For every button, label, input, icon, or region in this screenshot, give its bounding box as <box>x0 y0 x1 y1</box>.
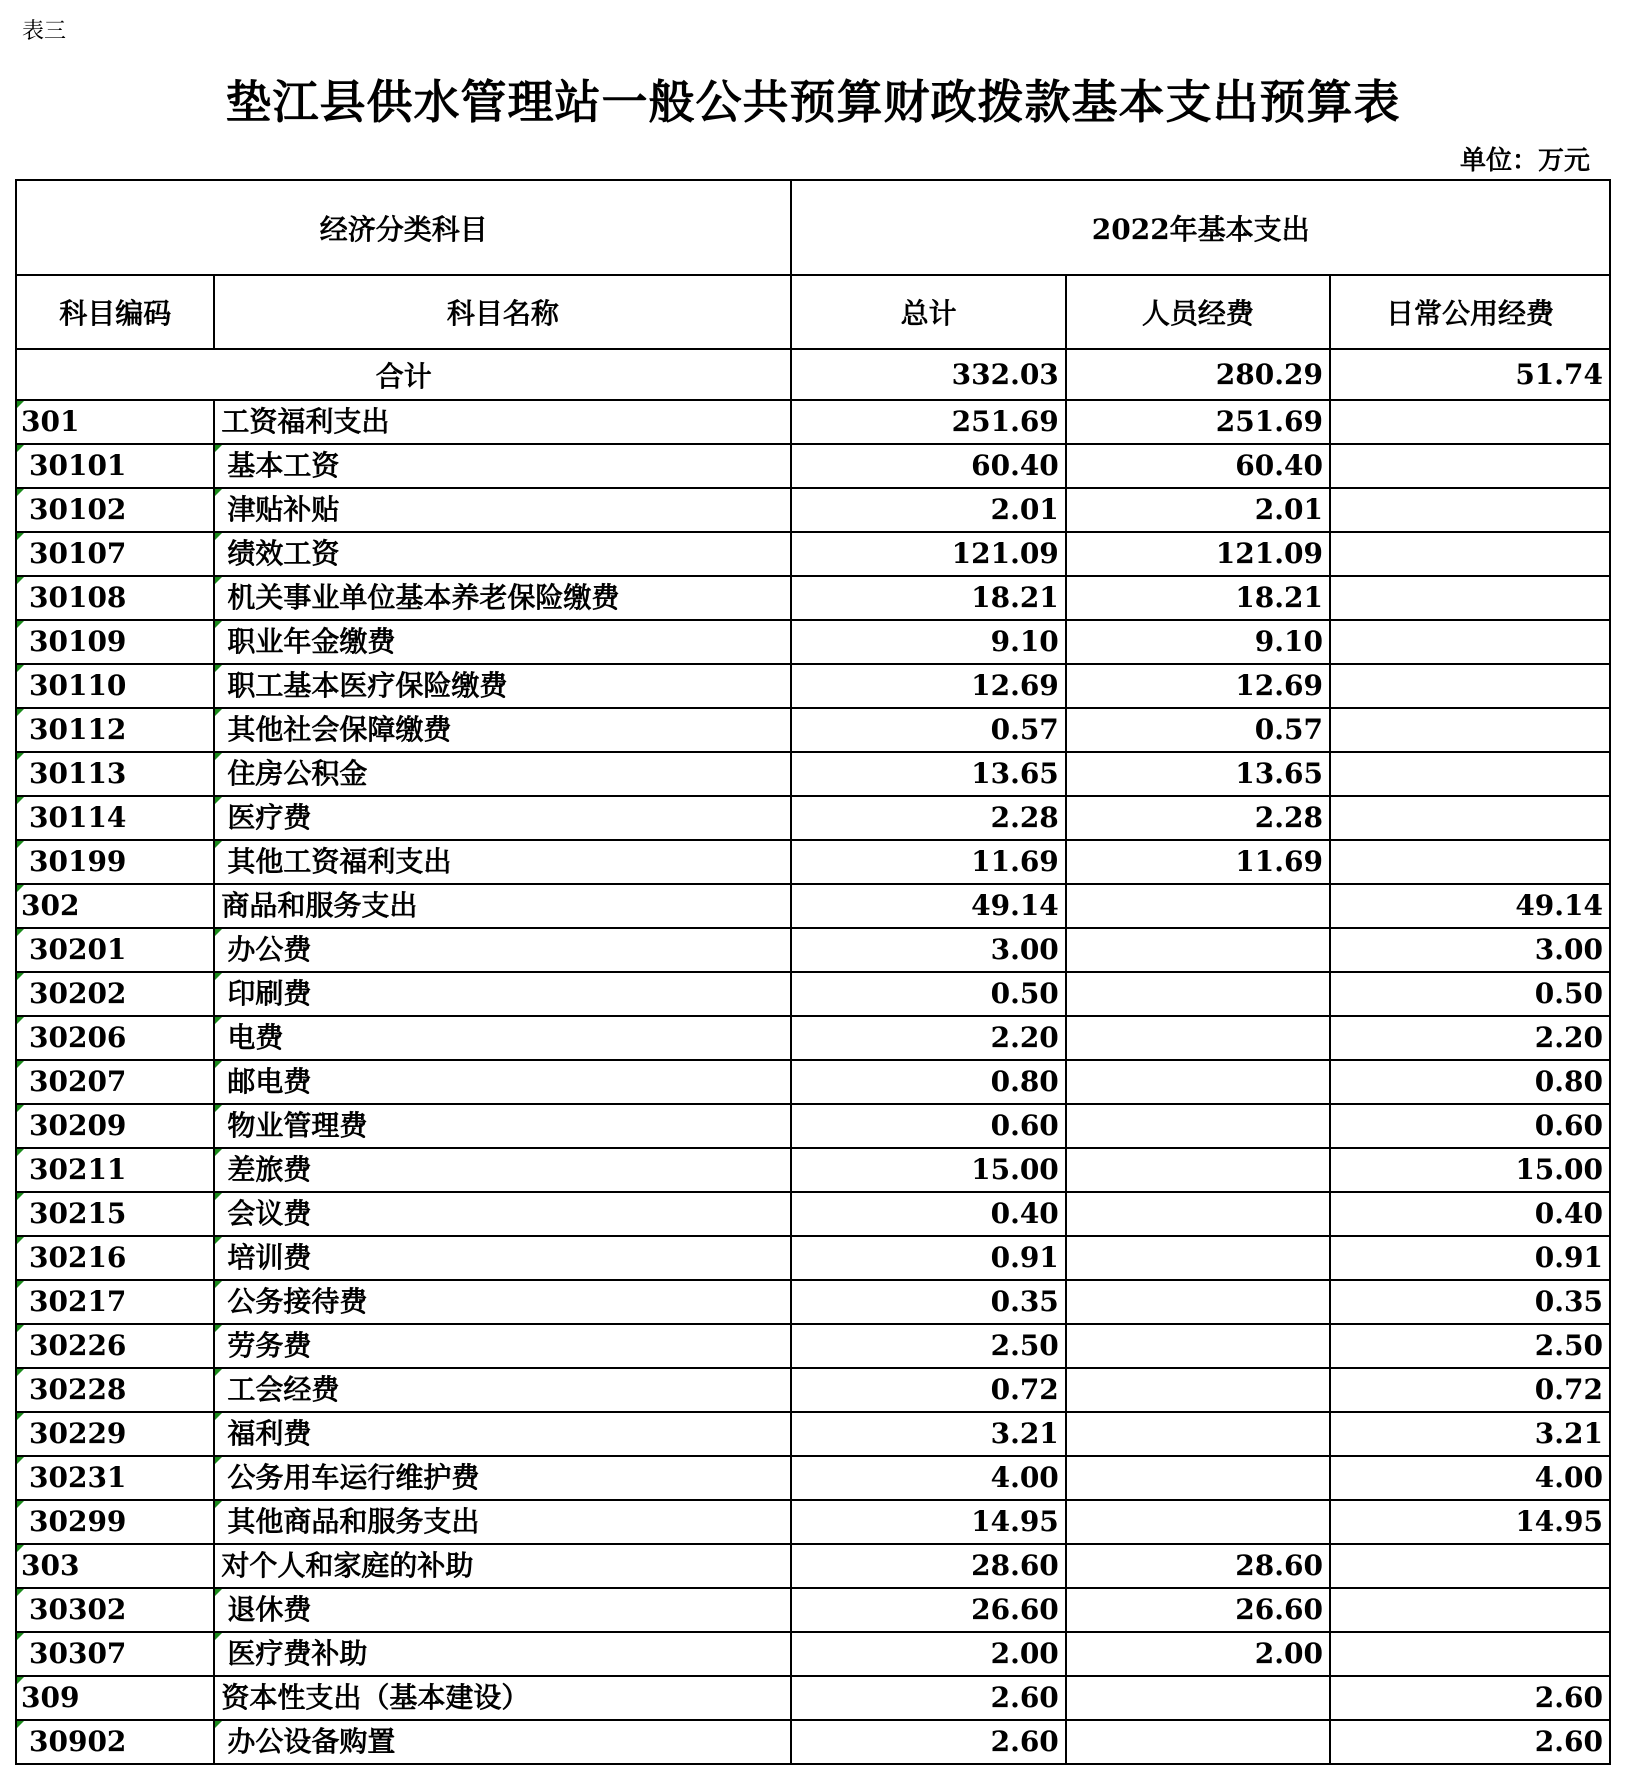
row-total: 2.20 <box>791 1016 1065 1060</box>
row-public: 3.00 <box>1330 928 1610 972</box>
row-total: 12.69 <box>791 664 1065 708</box>
row-personnel <box>1066 1676 1330 1720</box>
table-row <box>16 752 1610 796</box>
row-personnel <box>1066 972 1330 1016</box>
header-basic-expenditure-2022: 2022年基本支出 <box>791 180 1610 275</box>
row-total: 251.69 <box>791 400 1065 444</box>
row-code: 30216 <box>16 1236 214 1280</box>
row-name: 退休费 <box>214 1588 791 1632</box>
row-public: 0.60 <box>1330 1104 1610 1148</box>
row-personnel <box>1066 884 1330 928</box>
row-total: 26.60 <box>791 1588 1065 1632</box>
row-total: 9.10 <box>791 620 1065 664</box>
row-total: 2.60 <box>791 1720 1065 1764</box>
row-code: 30102 <box>16 488 214 532</box>
row-total: 121.09 <box>791 532 1065 576</box>
row-personnel <box>1066 1456 1330 1500</box>
row-public: 0.35 <box>1330 1280 1610 1324</box>
row-total: 2.50 <box>791 1324 1065 1368</box>
row-code: 309 <box>16 1676 214 1720</box>
row-public: 3.21 <box>1330 1412 1610 1456</box>
row-name: 基本工资 <box>214 444 791 488</box>
total-personnel: 280.29 <box>1066 349 1330 400</box>
row-name: 职业年金缴费 <box>214 620 791 664</box>
row-name: 对个人和家庭的补助 <box>214 1544 791 1588</box>
row-personnel <box>1066 1720 1330 1764</box>
table-row <box>16 972 1610 1016</box>
table-row <box>16 1192 1610 1236</box>
row-total: 0.60 <box>791 1104 1065 1148</box>
row-personnel: 121.09 <box>1066 532 1330 576</box>
row-personnel: 28.60 <box>1066 1544 1330 1588</box>
row-public <box>1330 796 1610 840</box>
row-personnel <box>1066 1060 1330 1104</box>
row-public <box>1330 488 1610 532</box>
table-row <box>16 664 1610 708</box>
row-public <box>1330 840 1610 884</box>
table-row <box>16 400 1610 444</box>
row-name: 办公设备购置 <box>214 1720 791 1764</box>
row-total: 2.28 <box>791 796 1065 840</box>
row-personnel <box>1066 928 1330 972</box>
row-code: 30215 <box>16 1192 214 1236</box>
row-public <box>1330 752 1610 796</box>
table-row <box>16 1500 1610 1544</box>
header-total: 总计 <box>791 275 1065 349</box>
table-row <box>16 576 1610 620</box>
row-name: 电费 <box>214 1016 791 1060</box>
row-name: 物业管理费 <box>214 1104 791 1148</box>
row-name: 职工基本医疗保险缴费 <box>214 664 791 708</box>
row-total: 49.14 <box>791 884 1065 928</box>
table-row <box>16 1060 1610 1104</box>
row-public: 0.80 <box>1330 1060 1610 1104</box>
row-public: 2.60 <box>1330 1676 1610 1720</box>
header-subject-name: 科目名称 <box>214 275 791 349</box>
row-personnel <box>1066 1016 1330 1060</box>
row-code: 30231 <box>16 1456 214 1500</box>
row-code: 30302 <box>16 1588 214 1632</box>
row-public <box>1330 532 1610 576</box>
row-code: 30902 <box>16 1720 214 1764</box>
table-row <box>16 884 1610 928</box>
row-public <box>1330 444 1610 488</box>
row-personnel: 251.69 <box>1066 400 1330 444</box>
row-public <box>1330 664 1610 708</box>
row-code: 30206 <box>16 1016 214 1060</box>
table-row <box>16 1412 1610 1456</box>
row-personnel: 11.69 <box>1066 840 1330 884</box>
row-code: 30207 <box>16 1060 214 1104</box>
row-public <box>1330 576 1610 620</box>
row-total: 3.00 <box>791 928 1065 972</box>
row-personnel <box>1066 1236 1330 1280</box>
row-public <box>1330 1544 1610 1588</box>
row-name: 邮电费 <box>214 1060 791 1104</box>
row-code: 30110 <box>16 664 214 708</box>
row-code: 30228 <box>16 1368 214 1412</box>
table-row <box>16 1236 1610 1280</box>
row-code: 30299 <box>16 1500 214 1544</box>
row-personnel: 2.00 <box>1066 1632 1330 1676</box>
table-number-label: 表三 <box>22 19 67 44</box>
row-code: 30199 <box>16 840 214 884</box>
total-label: 合计 <box>16 349 791 400</box>
row-public: 2.60 <box>1330 1720 1610 1764</box>
page-title: 垫江县供水管理站一般公共预算财政拨款基本支出预算表 <box>225 75 1401 129</box>
table-row <box>16 1104 1610 1148</box>
row-name: 公务接待费 <box>214 1280 791 1324</box>
row-public: 15.00 <box>1330 1148 1610 1192</box>
row-code: 30202 <box>16 972 214 1016</box>
row-name: 办公费 <box>214 928 791 972</box>
row-public: 0.50 <box>1330 972 1610 1016</box>
row-code: 30217 <box>16 1280 214 1324</box>
row-public: 2.50 <box>1330 1324 1610 1368</box>
row-name: 医疗费 <box>214 796 791 840</box>
row-personnel <box>1066 1192 1330 1236</box>
row-code: 30307 <box>16 1632 214 1676</box>
row-public: 49.14 <box>1330 884 1610 928</box>
row-total: 15.00 <box>791 1148 1065 1192</box>
row-personnel <box>1066 1280 1330 1324</box>
total-row <box>16 349 1610 400</box>
row-total: 0.80 <box>791 1060 1065 1104</box>
row-name: 福利费 <box>214 1412 791 1456</box>
row-total: 11.69 <box>791 840 1065 884</box>
row-personnel: 2.01 <box>1066 488 1330 532</box>
row-public: 14.95 <box>1330 1500 1610 1544</box>
row-total: 0.91 <box>791 1236 1065 1280</box>
table-row <box>16 1148 1610 1192</box>
row-total: 2.01 <box>791 488 1065 532</box>
row-name: 印刷费 <box>214 972 791 1016</box>
total-public: 51.74 <box>1330 349 1610 400</box>
header-public-expense: 日常公用经费 <box>1330 275 1610 349</box>
row-personnel: 18.21 <box>1066 576 1330 620</box>
row-name: 住房公积金 <box>214 752 791 796</box>
row-code: 30108 <box>16 576 214 620</box>
row-code: 30211 <box>16 1148 214 1192</box>
table-row <box>16 840 1610 884</box>
table-row <box>16 1544 1610 1588</box>
row-total: 60.40 <box>791 444 1065 488</box>
row-code: 30109 <box>16 620 214 664</box>
table-row <box>16 1280 1610 1324</box>
row-personnel: 26.60 <box>1066 1588 1330 1632</box>
row-name: 公务用车运行维护费 <box>214 1456 791 1500</box>
row-total: 13.65 <box>791 752 1065 796</box>
row-public: 4.00 <box>1330 1456 1610 1500</box>
row-name: 会议费 <box>214 1192 791 1236</box>
row-total: 3.21 <box>791 1412 1065 1456</box>
row-total: 4.00 <box>791 1456 1065 1500</box>
row-name: 津贴补贴 <box>214 488 791 532</box>
row-personnel <box>1066 1104 1330 1148</box>
row-public: 0.40 <box>1330 1192 1610 1236</box>
row-personnel <box>1066 1412 1330 1456</box>
row-public <box>1330 620 1610 664</box>
row-name: 医疗费补助 <box>214 1632 791 1676</box>
row-code: 30229 <box>16 1412 214 1456</box>
table-row <box>16 1456 1610 1500</box>
row-personnel <box>1066 1324 1330 1368</box>
row-personnel <box>1066 1500 1330 1544</box>
row-code: 30107 <box>16 532 214 576</box>
table-row <box>16 1324 1610 1368</box>
table-row <box>16 1588 1610 1632</box>
row-name: 商品和服务支出 <box>214 884 791 928</box>
row-total: 0.57 <box>791 708 1065 752</box>
row-public <box>1330 1632 1610 1676</box>
row-personnel: 2.28 <box>1066 796 1330 840</box>
table-row <box>16 928 1610 972</box>
row-name: 工资福利支出 <box>214 400 791 444</box>
row-code: 30101 <box>16 444 214 488</box>
row-personnel: 60.40 <box>1066 444 1330 488</box>
table-row <box>16 1632 1610 1676</box>
row-total: 2.60 <box>791 1676 1065 1720</box>
row-personnel: 9.10 <box>1066 620 1330 664</box>
budget-table <box>15 179 1611 1765</box>
table-row <box>16 620 1610 664</box>
row-total: 0.35 <box>791 1280 1065 1324</box>
row-name: 劳务费 <box>214 1324 791 1368</box>
row-total: 0.50 <box>791 972 1065 1016</box>
unit-label: 单位：万元 <box>1459 146 1590 176</box>
row-personnel <box>1066 1148 1330 1192</box>
table-row <box>16 1676 1610 1720</box>
total-total: 332.03 <box>791 349 1065 400</box>
row-name: 其他社会保障缴费 <box>214 708 791 752</box>
row-personnel: 13.65 <box>1066 752 1330 796</box>
row-name: 差旅费 <box>214 1148 791 1192</box>
header-personnel-expense: 人员经费 <box>1066 275 1330 349</box>
row-code: 30209 <box>16 1104 214 1148</box>
row-name: 资本性支出（基本建设） <box>214 1676 791 1720</box>
table-row <box>16 708 1610 752</box>
row-personnel: 0.57 <box>1066 708 1330 752</box>
table-row <box>16 796 1610 840</box>
row-code: 303 <box>16 1544 214 1588</box>
table-row <box>16 532 1610 576</box>
row-personnel: 12.69 <box>1066 664 1330 708</box>
row-name: 机关事业单位基本养老保险缴费 <box>214 576 791 620</box>
row-personnel <box>1066 1368 1330 1412</box>
row-total: 0.72 <box>791 1368 1065 1412</box>
row-name: 绩效工资 <box>214 532 791 576</box>
table-row <box>16 488 1610 532</box>
row-code: 30114 <box>16 796 214 840</box>
table-row <box>16 1368 1610 1412</box>
row-total: 28.60 <box>791 1544 1065 1588</box>
row-code: 30226 <box>16 1324 214 1368</box>
row-code: 30112 <box>16 708 214 752</box>
row-public <box>1330 708 1610 752</box>
row-code: 30113 <box>16 752 214 796</box>
row-public <box>1330 400 1610 444</box>
row-name: 工会经费 <box>214 1368 791 1412</box>
row-name: 培训费 <box>214 1236 791 1280</box>
table-row <box>16 1720 1610 1764</box>
row-public: 0.91 <box>1330 1236 1610 1280</box>
table-row <box>16 1016 1610 1060</box>
row-name: 其他商品和服务支出 <box>214 1500 791 1544</box>
row-total: 18.21 <box>791 576 1065 620</box>
row-public: 0.72 <box>1330 1368 1610 1412</box>
row-code: 30201 <box>16 928 214 972</box>
header-economic-category: 经济分类科目 <box>16 180 791 275</box>
row-total: 0.40 <box>791 1192 1065 1236</box>
row-code: 301 <box>16 400 214 444</box>
row-name: 其他工资福利支出 <box>214 840 791 884</box>
row-code: 302 <box>16 884 214 928</box>
row-total: 2.00 <box>791 1632 1065 1676</box>
row-public: 2.20 <box>1330 1016 1610 1060</box>
table-row <box>16 444 1610 488</box>
row-total: 14.95 <box>791 1500 1065 1544</box>
header-subject-code: 科目编码 <box>16 275 214 349</box>
row-public <box>1330 1588 1610 1632</box>
